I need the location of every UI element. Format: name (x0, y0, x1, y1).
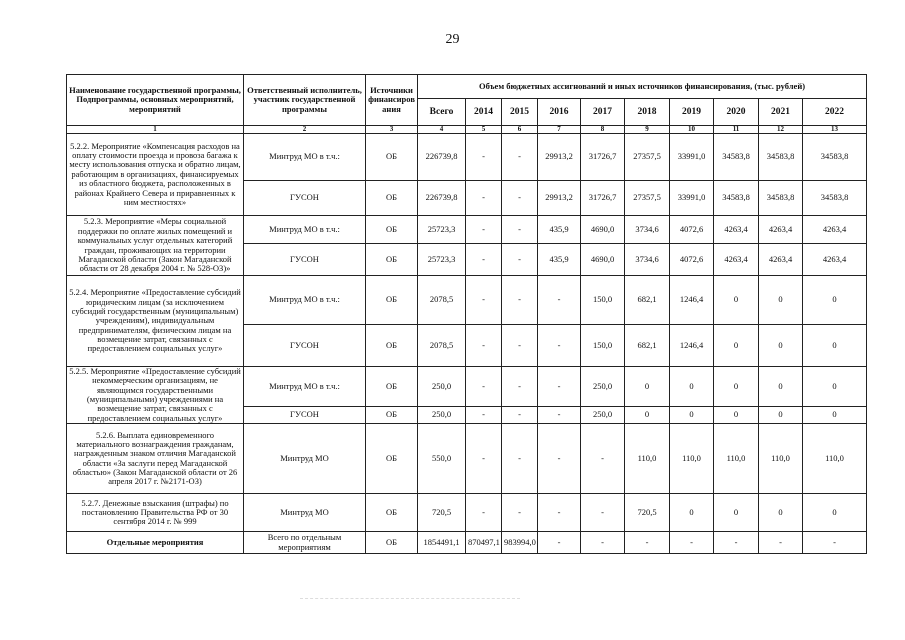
responsible-executor: Минтруд МО в т.ч.: (244, 134, 366, 181)
budget-value: 3734,6 (625, 216, 670, 244)
funding-source: ОБ (366, 424, 418, 494)
header-column-number: 6 (502, 126, 538, 134)
header-year: 2015 (502, 99, 538, 126)
budget-value: 720,5 (418, 494, 466, 532)
budget-value: - (502, 134, 538, 181)
budget-value: 110,0 (625, 424, 670, 494)
budget-value: - (502, 216, 538, 244)
budget-value: 34583,8 (803, 181, 867, 216)
budget-value: - (670, 532, 714, 554)
header-volume: Объем бюджетных ассигнований и иных источников финансирования, (тыс. рублей) (418, 75, 867, 99)
table-row (67, 424, 867, 494)
budget-value: 4263,4 (714, 244, 759, 276)
budget-value: 4263,4 (803, 244, 867, 276)
activity-name: 5.2.3. Мероприятие «Меры социальной поддержки по оплате жилых помещений и коммунальных услуг отдельных категорий граждан, проживающих на территории Магаданской области (Закон Магаданской области от 28 декабря 2004 г. № 528-ОЗ)» (67, 216, 244, 276)
budget-value: 1854491,1 (418, 532, 466, 554)
funding-source: ОБ (366, 406, 418, 423)
header-column-number: 13 (803, 126, 867, 134)
budget-value: 435,9 (538, 216, 581, 244)
budget-value: 0 (759, 406, 803, 423)
budget-value: 2078,5 (418, 276, 466, 325)
budget-value: - (538, 325, 581, 367)
budget-value: 4690,0 (581, 216, 625, 244)
budget-value: - (466, 276, 502, 325)
header-year: 2019 (670, 99, 714, 126)
funding-source: ОБ (366, 244, 418, 276)
budget-value: 0 (714, 367, 759, 407)
responsible-executor: Минтруд МО в т.ч.: (244, 216, 366, 244)
header-column-number: 8 (581, 126, 625, 134)
header-responsible: Ответственный исполнитель, участник государственной программы (244, 75, 366, 126)
budget-value: 720,5 (625, 494, 670, 532)
header-column-number: 7 (538, 126, 581, 134)
budget-value: - (581, 532, 625, 554)
funding-source: ОБ (366, 134, 418, 181)
header-name: Наименование государственной программы, Подпрограммы, основных мероприятий, мероприятий (67, 75, 244, 126)
activity-name: 5.2.7. Денежные взыскания (штрафы) по постановлению Правительства РФ от 30 сентября 2014 г. № 999 (67, 494, 244, 532)
header-year: 2022 (803, 99, 867, 126)
budget-value: 983994,0 (502, 532, 538, 554)
budget-value: 0 (625, 367, 670, 407)
budget-value: 0 (759, 367, 803, 407)
page-number: 29 (445, 32, 460, 47)
budget-value: 1246,4 (670, 276, 714, 325)
budget-value: 0 (803, 325, 867, 367)
budget-value: - (502, 325, 538, 367)
budget-value: 3734,6 (625, 244, 670, 276)
footer-mark (300, 598, 520, 600)
budget-value: 150,0 (581, 276, 625, 325)
budget-value: 34583,8 (759, 181, 803, 216)
budget-value: - (538, 532, 581, 554)
activity-name: Отдельные мероприятия (67, 532, 244, 554)
budget-value: - (625, 532, 670, 554)
budget-value: 25723,3 (418, 244, 466, 276)
table-row (67, 532, 867, 554)
budget-value: 4072,6 (670, 216, 714, 244)
budget-value: 0 (714, 276, 759, 325)
table-header (67, 75, 867, 134)
budget-value: - (466, 181, 502, 216)
budget-value: 1246,4 (670, 325, 714, 367)
table-row (67, 216, 867, 244)
budget-value: 34583,8 (714, 134, 759, 181)
header-column-number: 1 (67, 126, 244, 134)
budget-value: - (466, 424, 502, 494)
table-row (67, 367, 867, 407)
funding-source: ОБ (366, 494, 418, 532)
budget-value: - (538, 367, 581, 407)
header-column-number: 10 (670, 126, 714, 134)
budget-value: 0 (759, 494, 803, 532)
budget-value: - (581, 494, 625, 532)
header-column-number: 2 (244, 126, 366, 134)
funding-source: ОБ (366, 181, 418, 216)
budget-value: - (502, 276, 538, 325)
budget-value: 110,0 (759, 424, 803, 494)
budget-value: - (538, 276, 581, 325)
budget-value: 33991,0 (670, 134, 714, 181)
budget-value: 110,0 (670, 424, 714, 494)
budget-value: 0 (670, 494, 714, 532)
header-column-number: 9 (625, 126, 670, 134)
budget-value: - (502, 244, 538, 276)
header-column-number: 3 (366, 126, 418, 134)
table-row (67, 276, 867, 325)
budget-value: 110,0 (803, 424, 867, 494)
table-row (67, 494, 867, 532)
budget-value: 4690,0 (581, 244, 625, 276)
budget-value: 4263,4 (803, 216, 867, 244)
budget-value: 0 (803, 276, 867, 325)
header-year: 2018 (625, 99, 670, 126)
activity-name: 5.2.6. Выплата единовременного материального вознаграждения гражданам, награжденным знаком отличия Магаданской области «За заслуги перед Магаданской областью» (Закон Магаданской области от 26 апреля 2017 г. №2171-ОЗ) (67, 424, 244, 494)
budget-value: - (502, 181, 538, 216)
budget-value: 0 (803, 494, 867, 532)
header-year: 2021 (759, 99, 803, 126)
budget-value: 110,0 (714, 424, 759, 494)
budget-value: 250,0 (581, 406, 625, 423)
responsible-executor: ГУСОН (244, 244, 366, 276)
budget-value: 4263,4 (759, 244, 803, 276)
budget-value: - (466, 367, 502, 407)
budget-value: 34583,8 (803, 134, 867, 181)
activity-name: 5.2.2. Мероприятие «Компенсация расходов на оплату стоимости проезда и провоза багажа к месту использования отпуска и обратно лицам, работающим в организациях, финансируемых из областного бюджета, расположенных в районах Крайнего Севера и приравненных к ним местностях» (67, 134, 244, 216)
budget-value: 0 (625, 406, 670, 423)
budget-value: - (466, 494, 502, 532)
header-year: 2017 (581, 99, 625, 126)
budget-value: 0 (714, 406, 759, 423)
budget-value: 682,1 (625, 276, 670, 325)
budget-value: 31726,7 (581, 181, 625, 216)
funding-source: ОБ (366, 216, 418, 244)
budget-value: 29913,2 (538, 181, 581, 216)
budget-value: 0 (803, 367, 867, 407)
responsible-executor: ГУСОН (244, 325, 366, 367)
budget-value: - (502, 367, 538, 407)
funding-source: ОБ (366, 325, 418, 367)
header-year: Всего (418, 99, 466, 126)
budget-value: - (502, 494, 538, 532)
responsible-executor: Минтруд МО в т.ч.: (244, 367, 366, 407)
budget-value: 33991,0 (670, 181, 714, 216)
header-column-number: 11 (714, 126, 759, 134)
responsible-executor: ГУСОН (244, 406, 366, 423)
budget-value: - (466, 325, 502, 367)
responsible-executor: Минтруд МО в т.ч.: (244, 276, 366, 325)
funding-source: ОБ (366, 532, 418, 554)
budget-value: 250,0 (418, 406, 466, 423)
budget-value: 682,1 (625, 325, 670, 367)
budget-value: 27357,5 (625, 134, 670, 181)
budget-value: 2078,5 (418, 325, 466, 367)
header-source: Источники финансирования (366, 75, 418, 126)
responsible-executor: Всего по отдельным мероприятиям (244, 532, 366, 554)
header-column-number: 5 (466, 126, 502, 134)
budget-value: 0 (714, 494, 759, 532)
header-year: 2014 (466, 99, 502, 126)
budget-table (66, 74, 867, 554)
budget-value: - (759, 532, 803, 554)
budget-value: 4072,6 (670, 244, 714, 276)
budget-value: 4263,4 (714, 216, 759, 244)
budget-value: 0 (670, 367, 714, 407)
budget-value: 0 (714, 325, 759, 367)
responsible-executor: Минтруд МО (244, 424, 366, 494)
budget-value: 34583,8 (759, 134, 803, 181)
budget-value: 0 (670, 406, 714, 423)
header-year: 2016 (538, 99, 581, 126)
budget-value: 29913,2 (538, 134, 581, 181)
budget-value: - (502, 424, 538, 494)
budget-value: - (538, 494, 581, 532)
budget-value: - (502, 406, 538, 423)
budget-value: 250,0 (418, 367, 466, 407)
budget-value: 226739,8 (418, 134, 466, 181)
budget-value: 27357,5 (625, 181, 670, 216)
header-year: 2020 (714, 99, 759, 126)
budget-value: - (538, 424, 581, 494)
responsible-executor: ГУСОН (244, 181, 366, 216)
budget-value: - (466, 406, 502, 423)
budget-value: 870497,1 (466, 532, 502, 554)
budget-value: 0 (759, 276, 803, 325)
header-column-number: 4 (418, 126, 466, 134)
budget-value: - (581, 424, 625, 494)
funding-source: ОБ (366, 276, 418, 325)
budget-value: 34583,8 (714, 181, 759, 216)
budget-value: 250,0 (581, 367, 625, 407)
budget-value: 435,9 (538, 244, 581, 276)
budget-value: - (538, 406, 581, 423)
header-column-number: 12 (759, 126, 803, 134)
activity-name: 5.2.4. Мероприятие «Предоставление субсидий юридическим лицам (за исключением субсидий государственным (муниципальным) учреждениям), индивидуальным предпринимателям, физическим лицам на возмещение затрат, связанных с предоставлением социальных услуг» (67, 276, 244, 367)
funding-source: ОБ (366, 367, 418, 407)
budget-value: 0 (803, 406, 867, 423)
budget-value: 31726,7 (581, 134, 625, 181)
budget-value: 550,0 (418, 424, 466, 494)
budget-value: - (803, 532, 867, 554)
budget-value: - (466, 216, 502, 244)
budget-value: - (466, 244, 502, 276)
budget-value: 150,0 (581, 325, 625, 367)
budget-value: 226739,8 (418, 181, 466, 216)
table-body (67, 134, 867, 554)
budget-value: - (466, 134, 502, 181)
budget-value: 0 (759, 325, 803, 367)
budget-value: - (714, 532, 759, 554)
activity-name: 5.2.5. Мероприятие «Предоставление субсидий некоммерческим организациям, не являющимся государственными (муниципальными) учреждениями на возмещение затрат, связанных с предоставлением социальных услуг» (67, 367, 244, 424)
responsible-executor: Минтруд МО (244, 494, 366, 532)
budget-value: 25723,3 (418, 216, 466, 244)
table-row (67, 134, 867, 181)
budget-value: 4263,4 (759, 216, 803, 244)
